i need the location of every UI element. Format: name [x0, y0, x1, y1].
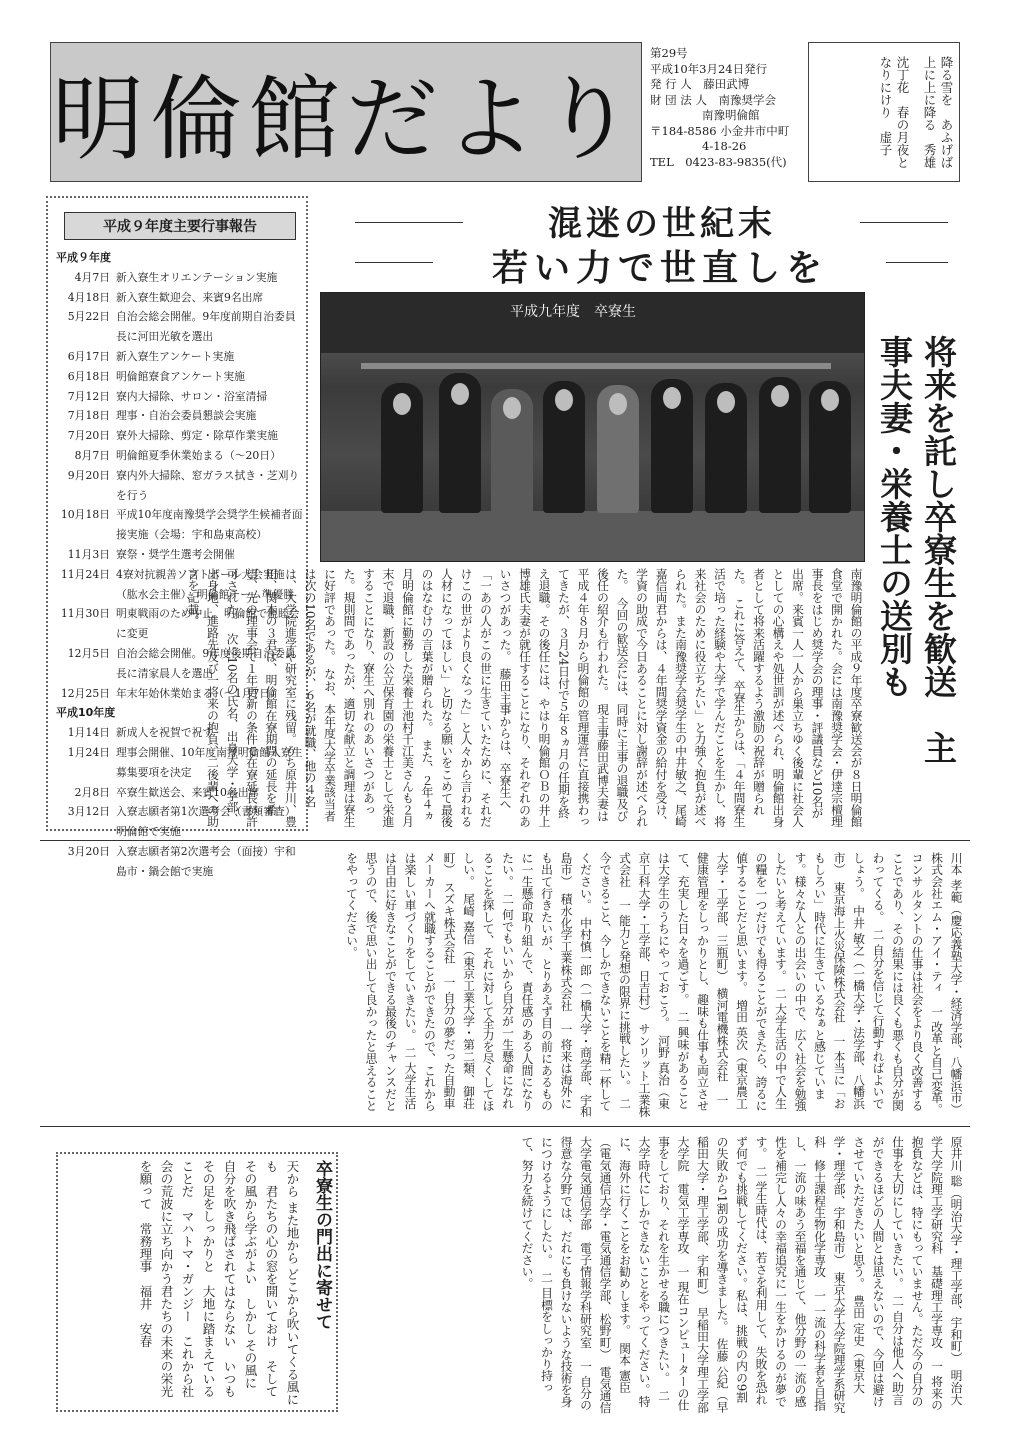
graduates-profiles-lower: 原井川 聡（明治大学・理工学部、宇和町） 明治大学大学院理工学研究科 基礎理工学専攻 一 将来の抱負などは、特にもっていません。ただ今の自分の仕事を大切にしていきたい。 二 自分は他人へ助言ができるほどの人間とは思えないので、今回は避けさせていただきたいと思う。 豊田 定史（東京大学・理学部、宇和島市） 東京大学大学院理学系研究科 修士課程生物化学専攻 一 一流の科学者を目指し、一流の味あう至福を通じて、他分野の一流の感性を補完し人々の幸福追究に一生をかけるのが夢です。 二 学生時代は、若さを利用して、失敗を恐れず何でも挑戦してください。私は、挑戦の内の9割の失敗から1割の成功を導きました。 佐藤 公紀（早稲田大学・理工学部、宇和町） 早稲田大学理工学部大学院 電気工学専攻 一 現在コンピューターの仕事をしており、それを生かせる職につきたい。 二 大学時代にしかできないことをやってください。特に、海外に行くことをお勧めします。 関本 憲臣（電気通信大学・電気通信学部、松野町） 電気通信大学電気通信学部 電子情報学科研究室 一 自分の得意な分野では、だれにも負けないような技術を身につけるようにしたい。 二 目標をしっかり持って、努力を続けてください。 [520, 1136, 963, 1414]
event-text: 明倫館夏季休業始まる（〜20日） [116, 448, 281, 462]
event-item [56, 426, 306, 446]
event-item [56, 288, 306, 308]
event-date: 2月8日 [74, 785, 110, 799]
section-divider [40, 840, 970, 841]
telephone: TEL 0423-83-9835(代) [650, 154, 787, 169]
event-text: 寮内外大掃除、窓ガラス拭き・芝刈りを行う [116, 468, 300, 502]
event-date: 6月18日 [67, 369, 110, 383]
event-date: 12月5日 [67, 646, 110, 660]
farewell-poem [64, 1160, 332, 1406]
haiku-text [815, 56, 955, 181]
event-text: 寮祭・奨学生選考会開催 [116, 547, 235, 561]
farewell-poem-body: 天から また地から どこから吹いてくる風にも 君たちの心の窓を開いておけ そして その風から学ぶがよい しかし その風に 自分を吹き飛ばされてはならない いつも その足をしっかりと 大地に踏まえていることだ マハトマ・ガンジー これから社会の荒波に立ち向かう君たちの未来の栄光を願って 常務理事 福井 安春 [138, 1160, 300, 1406]
publisher: 発 行 人 藤田武博 [650, 77, 750, 91]
address-2: 4-18-26 [702, 139, 747, 153]
event-date: 8月7日 [74, 448, 110, 462]
event-text: 自治会総会開催。9年度後期自治委員長に清家晨人を選出 [116, 646, 296, 680]
event-item [56, 367, 306, 387]
event-text: 平成10年度南豫奨学会奨学生候補者面接実施（会場：宇和島東高校） [116, 508, 303, 542]
event-date: 3月20日 [67, 844, 110, 858]
event-text: 明東戦雨のため中止。明倫館で親睦会に変更 [116, 607, 300, 641]
event-text: 新入寮生アンケート実施 [116, 349, 235, 363]
event-item [56, 268, 306, 288]
section-divider [40, 1126, 970, 1127]
event-item [56, 347, 306, 367]
event-text: 新成人を祝賀で祝す [116, 726, 214, 740]
photo-caption: 平成九年度 卒寮生 [510, 304, 636, 320]
event-date: 1月24日 [67, 745, 110, 759]
event-date: 7月20日 [67, 429, 110, 443]
event-text: 入寮志願者第1次選考会（書類審査）明倫館で実施 [116, 805, 296, 839]
issue-date: 平成10年3月24日発行 [650, 61, 768, 76]
event-date: 11月30日 [60, 607, 110, 621]
headline-rule [355, 222, 463, 223]
event-date: 3月12日 [67, 805, 110, 819]
event-date: 7月12日 [67, 389, 110, 403]
event-item [56, 307, 306, 347]
event-text: 卒寮生歓送会、来賓10名出席 [116, 785, 260, 799]
event-date: 4月18日 [67, 290, 110, 304]
event-date: 1月14日 [67, 726, 110, 740]
org-name: 財 団 法 人 南豫奨学会 [650, 92, 776, 107]
issue-info [650, 46, 810, 170]
event-item [56, 466, 306, 506]
event-text: 自治会総会開催。9年度前期自治委員長に河田光敏を選出 [116, 310, 296, 344]
event-text: 寮外大掃除、剪定・除草作業実施 [116, 429, 278, 443]
event-text: 理事会開催、10年度南豫明倫館入寮生募集要項を決定 [116, 745, 303, 779]
newsletter-title: 明倫館だより [51, 66, 640, 173]
event-text: 寮内大掃除、サロン・浴室清掃 [116, 389, 268, 403]
event-item [56, 446, 306, 466]
address: 〒184-8586 小金井市中町 [650, 123, 790, 138]
event-item [56, 387, 306, 407]
headline-line-1: 混迷の世紀末 [548, 204, 776, 244]
article-subheadline: 将来を託し卒寮生を歓送 主事夫妻・栄養士の送別も [875, 335, 958, 764]
issue-number: 第29号 [650, 46, 688, 60]
events-report-title: 平成９年度主要行事報告 [64, 212, 296, 240]
event-item [56, 505, 306, 545]
event-date: 11月24日 [60, 567, 110, 581]
event-date: 10月18日 [60, 508, 110, 522]
org-name-2: 南豫明倫館 [702, 108, 760, 122]
event-date: 9月20日 [67, 468, 110, 482]
headline-rule [355, 262, 433, 263]
event-text: 入寮志願者第2次選考会（面接）宇和島市・鍋会館で実施 [116, 844, 296, 878]
event-date: 11月3日 [67, 547, 110, 561]
events-year-heading: 平成10年度 [56, 706, 116, 720]
event-item [56, 545, 306, 565]
event-date: 4月7日 [74, 270, 110, 284]
event-text: 明倫館寮食アンケート実施 [116, 369, 245, 383]
event-item [56, 406, 306, 426]
event-text: 理事・自治会委員懇談会実施 [116, 409, 257, 423]
event-text: 新入寮生歓迎会、来賓9名出席 [116, 290, 264, 304]
event-date: 6月17日 [67, 349, 110, 363]
event-text: 年末年始休業始まる（〜1月7日） [116, 686, 281, 700]
headline-rule [860, 222, 948, 223]
event-date: 5月22日 [67, 310, 110, 324]
farewell-poem-title: 卒寮生の門出に寄せて [312, 1160, 332, 1330]
headline-line-2: 若い力で世直しを [491, 248, 828, 289]
event-date: 7月18日 [67, 409, 110, 423]
main-article-body: 南豫明倫館の平成９年度卒寮歓送会が８日明倫館食堂で開かれた。会には南豫奨学会・伊達宗檀理事長をはじめ奨学会の理事・評議員など10名が出席。来賓一人一人から巣立ちゆく後輩に社会人としての心構えや処世訓が述べられ、明倫館出身者として将来活躍するよう激励の祝辞が贈られた。 これに答えて、卒寮生からは、「４年間寮生活で培った経験や大学で学んだことを生かし、将来社会のために役立ちたい」と力強く抱負が述べられた。また南豫奨学会奨学生の中井敏之、尾崎嘉信両君からは、４年間奨学資金の給付を受け、学資の助成で今日あることに対し謝辞が述べられた。 今回の歓送会には、同時に主事の退職及び後任の紹介も行われた。 現主事藤田武博夫妻は平成４年８月から明倫館の管理運営に直接携わってきたが、３月24日付で５年８ヵ月の任期を終え退職。その後任には、やはり明倫館ＯＢの井上博雄氏夫妻が就任することになり、それぞれのあいさつがあった。 藤田主事からは、卒寮生へ「一あの人がこの世に生きていたために、それだけこの世がより良くなった」と人々から言われる人材になってほしい」と切なる願いをこめて最後のはなむけの言葉が贈られた。 また、２年４ヵ月明倫館に勤務した栄養士池村千江美さんも２月末で退職、新設の公立保育園の栄養士として栄進することになり、寮生へ別れのあいさつがあった。規則間であったが、適切な献立と調理は寮生に好評であった。 なお、本年度大学卒業該当者は次の10名であるが、６名が就職、他の４名は、大学院進学や研究室に残留。うち原井川、豊田、関本の３君は、明倫館在寮期間の延長を希望、先の理事会で１年更新の条件で在寮延長が許可された。 次に10名の氏名、出身大学・学部、出身地、進路先及び一将来の抱負、二後輩への助言を記載。 [186, 568, 863, 828]
haiku-2: 沈丁花 春の月夜と なりにけり 虚子 [878, 56, 910, 181]
event-text: 4寮対抗親善ソフトボール大会実施（肱水会主催）、明倫館チーム準優勝 [116, 567, 295, 601]
graduates-photo [320, 292, 865, 562]
events-year-heading: 平成９年度 [56, 251, 111, 264]
event-date: 12月25日 [60, 686, 110, 700]
graduates-profiles-upper: 川本 孝範（慶応義塾大学・経済学部、八幡浜市） 株式会社エム・アイ・ティ 一 改革と自己変革。コンサルタントの仕事は社会をより良く改善することであり、その結果には良くも悪くも自分が関わってくる。 二 自分を信じて行動すればよいでしょう。 中井 敏之（一橋大学・法学部、八幡浜市） 東京海上火災保険株式会社 一 本当に「おもしろい」時代に生きているなぁと感じています。様々な人との出会いの中で、広く社会を勉強したいと考えています。 二 大学生活の中で人生の糧を一つだけでも得ることができたら、誇るに値することだと思います。 増田 英次（東京農工大学・工学部、三瓶町） 横河電機株式会社 一 健康管理をしっかりとし、趣味も仕事も両立させて、充実した日々を過ごす。 二 興味があることは大学生のうちにやっておこう。 河野 真治（東京工科大学・工学部、日吉村） サンリット工業株式会社 一 能力と発想の限界に挑戦したい。 二 今できること、今しかできないことを精一杯してください。 中村慎一郎（一橋大学・商学部、宇和島市） 積水化学工業株式会社 一 将来は海外にも出て行きたいが、とりあえず目の前にあるものに一生懸命取り組んで、責任感のある人間になりたい。 二 何でもいいから自分が一生懸命になれることを探して、それに対して全力を尽くしてほしい。 尾崎 嘉信（東京工業大学・第二類、御荘町） スズキ株式会社 一 自分の夢だった自動車メーカーへ就職することができたので、これからは楽しい車づくりをしていきたい。 二 大学生活は自由に好きなことができる最後のチャンスだと思うので、後で思い出して良かったと思えることをやってください。 [344, 852, 963, 1122]
haiku-1: 降る雪を あふげば 上に上に降る 秀雄 [922, 56, 954, 181]
headline-rule [886, 262, 948, 263]
event-text: 新入寮生オリエンテーション実施 [116, 270, 278, 284]
